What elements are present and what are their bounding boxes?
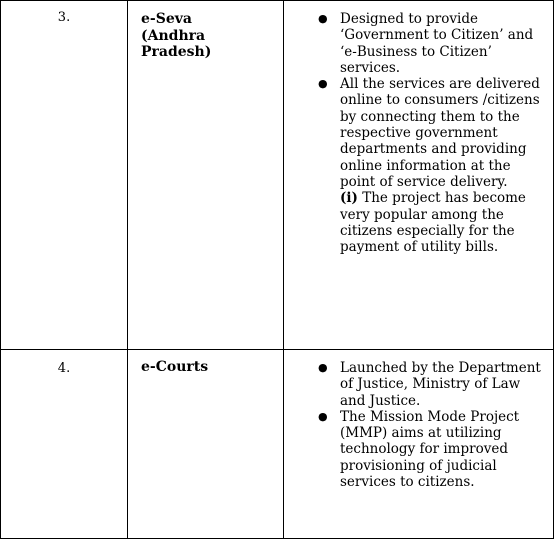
project-name: e-Seva (Andhra Pradesh)	[141, 11, 212, 60]
description-cell	[284, 1, 554, 350]
list-item-text: Designed to provide ‘Government to Citizen’ and ‘e-Business to Citizen’ services.	[340, 11, 534, 76]
bullet-dot-icon: ●	[318, 77, 328, 91]
list-item-text: All the services are delivered online to consumers /citizens by connecting them to the respective government departments and providing online information at the point of service delivery.	[340, 76, 540, 190]
list-item	[318, 360, 547, 409]
serial-number-cell	[1, 1, 128, 350]
sub-item-marker: (i)	[340, 190, 358, 207]
project-name-cell	[128, 1, 284, 350]
description-cell	[284, 350, 554, 539]
sub-item	[340, 190, 547, 255]
list-item	[318, 76, 547, 256]
bullet-dot-icon: ●	[318, 409, 328, 423]
bullet-dot-icon: ●	[318, 12, 328, 25]
serial-number-cell	[1, 350, 128, 539]
sub-item-text: The project has become very popular among the citizens especially for the payment of utility bills.	[340, 190, 526, 256]
table-row	[1, 1, 554, 350]
list-item	[318, 408, 547, 491]
project-name: e-Courts	[141, 359, 209, 375]
serial-number: 4.	[57, 361, 71, 376]
table-row	[1, 350, 554, 539]
list-item	[318, 11, 547, 76]
serial-number: 3.	[57, 10, 71, 25]
list-item-text: The Mission Mode Project (MMP) aims at utilizing technology for improved provisioning of judicial services to citizens.	[340, 408, 520, 491]
list-item-text: Launched by the Department of Justice, Ministry of Law and Justice.	[340, 360, 541, 409]
project-name-cell	[128, 350, 284, 539]
bullet-dot-icon: ●	[318, 361, 328, 374]
description-list	[284, 350, 553, 490]
description-list	[284, 1, 553, 255]
